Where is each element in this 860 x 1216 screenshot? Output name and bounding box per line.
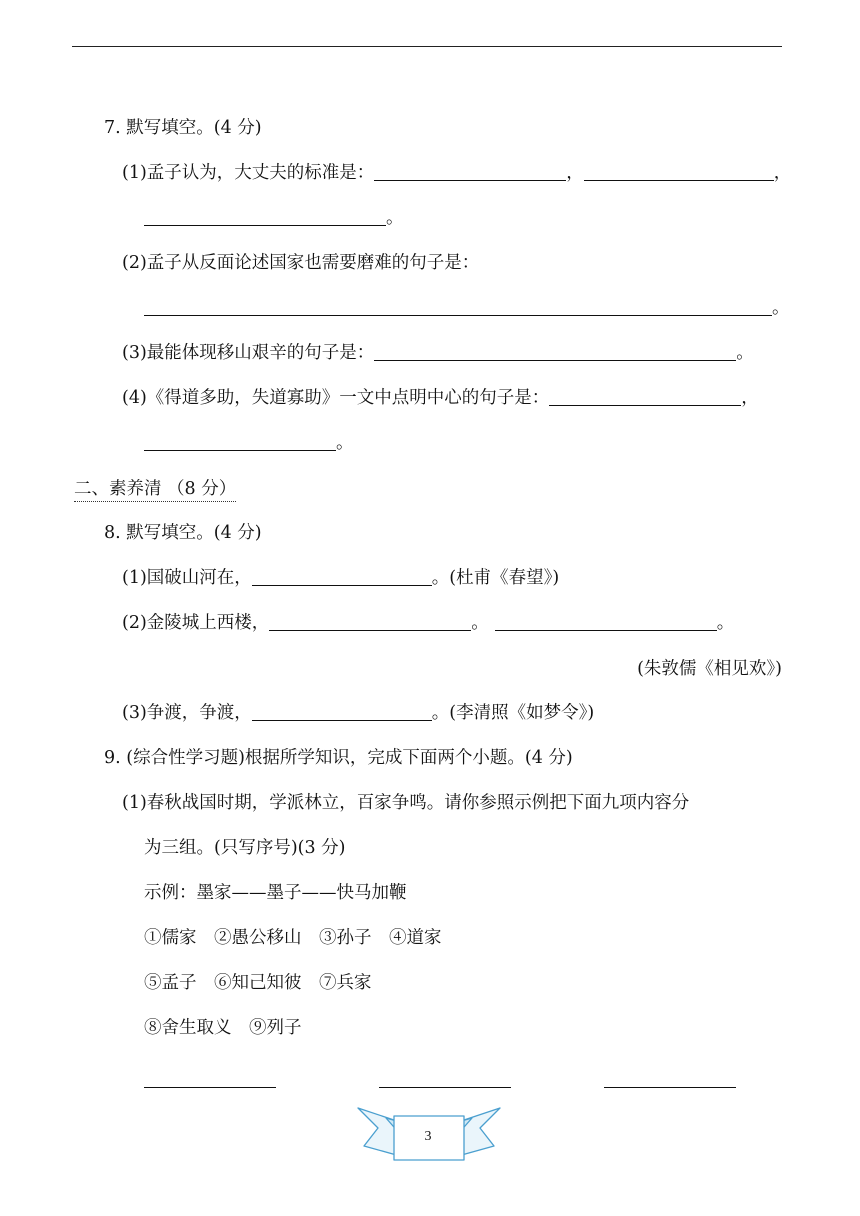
q8-part1 — [122, 566, 559, 590]
header-rule — [72, 46, 782, 47]
q7-part3-text: (3)最能体现移山艰辛的句子是： — [122, 343, 375, 363]
q7-title: 7. 默写填空。(4 分) — [104, 118, 262, 138]
q7-part4-cont — [144, 431, 354, 455]
q8-part2-end: 。 — [716, 613, 735, 633]
q7-part1 — [122, 161, 791, 185]
q7-part2-end: 。 — [772, 298, 790, 318]
answer-blank-group-2[interactable] — [379, 1070, 511, 1088]
q8-part1-tail: 。(杜甫《春望》) — [431, 568, 560, 588]
answer-blank-group-3[interactable] — [604, 1070, 736, 1088]
q7-part4-comma: ， — [741, 388, 759, 408]
answer-blank[interactable] — [144, 298, 772, 316]
q7-part2-cont — [144, 296, 790, 320]
answer-blank[interactable] — [252, 703, 432, 721]
q8-part2 — [122, 611, 734, 635]
answer-blank[interactable] — [144, 208, 386, 226]
q7-part4-text: (4)《得道多助，失道寡助》一文中点明中心的句子是： — [122, 388, 550, 408]
q7-part1-sep: ， — [566, 163, 584, 183]
answer-blank[interactable] — [252, 568, 432, 586]
q9-answer-lines — [0, 1070, 860, 1090]
q7-part4 — [122, 386, 759, 410]
q7-part1-cont — [144, 206, 404, 230]
answer-blank[interactable] — [374, 343, 736, 361]
q7-part4-end: 。 — [336, 433, 354, 453]
answer-blank[interactable] — [584, 163, 774, 181]
q8-part2-mid: 。 — [471, 613, 489, 633]
q9-items-row3: ⑧舍生取义 ⑨列子 — [144, 1018, 302, 1038]
answer-blank[interactable] — [144, 433, 336, 451]
q9-title: 9. (综合性学习题)根据所学知识，完成下面两个小题。(4 分) — [104, 748, 573, 768]
q8-part3-text: (3)争渡，争渡， — [122, 703, 252, 723]
section-heading: 二、素养清 （8 分） — [74, 477, 236, 502]
q9-items-row1: ①儒家 ②愚公移山 ③孙子 ④道家 — [144, 928, 442, 948]
q7-part3 — [122, 341, 754, 365]
q8-title: 8. 默写填空。(4 分) — [104, 523, 262, 543]
q7-part3-end: 。 — [736, 343, 754, 363]
q8-part1-text: (1)国破山河在， — [122, 568, 252, 588]
answer-blank-group-1[interactable] — [144, 1070, 276, 1088]
q7-part1-end: 。 — [386, 208, 404, 228]
q8-part2-text: (2)金陵城上西楼， — [122, 613, 270, 633]
q7-part1-comma: ， — [773, 163, 792, 183]
page-number: 3 — [424, 1129, 432, 1144]
answer-blank[interactable] — [374, 163, 566, 181]
q7-part1-text: (1)孟子认为，大丈夫的标准是： — [122, 163, 375, 183]
q9-part1-line1: (1)春秋战国时期，学派林立，百家争鸣。请你参照示例把下面九项内容分 — [122, 793, 690, 813]
answer-blank[interactable] — [269, 613, 471, 631]
q9-items-row2: ⑤孟子 ⑥知己知彼 ⑦兵家 — [144, 973, 372, 993]
q9-example: 示例：墨家——墨子——快马加鞭 — [144, 883, 407, 903]
q8-part3 — [122, 701, 594, 725]
answer-blank[interactable] — [495, 613, 717, 631]
q9-part1-line2: 为三组。(只写序号)(3 分) — [144, 838, 346, 858]
answer-blank[interactable] — [549, 388, 741, 406]
q7-part2: (2)孟子从反面论述国家也需要磨难的句子是： — [122, 253, 480, 273]
q8-part2-citation: (朱敦儒《相见欢》) — [637, 659, 782, 679]
q8-part3-tail: 。(李清照《如梦令》) — [431, 703, 595, 723]
